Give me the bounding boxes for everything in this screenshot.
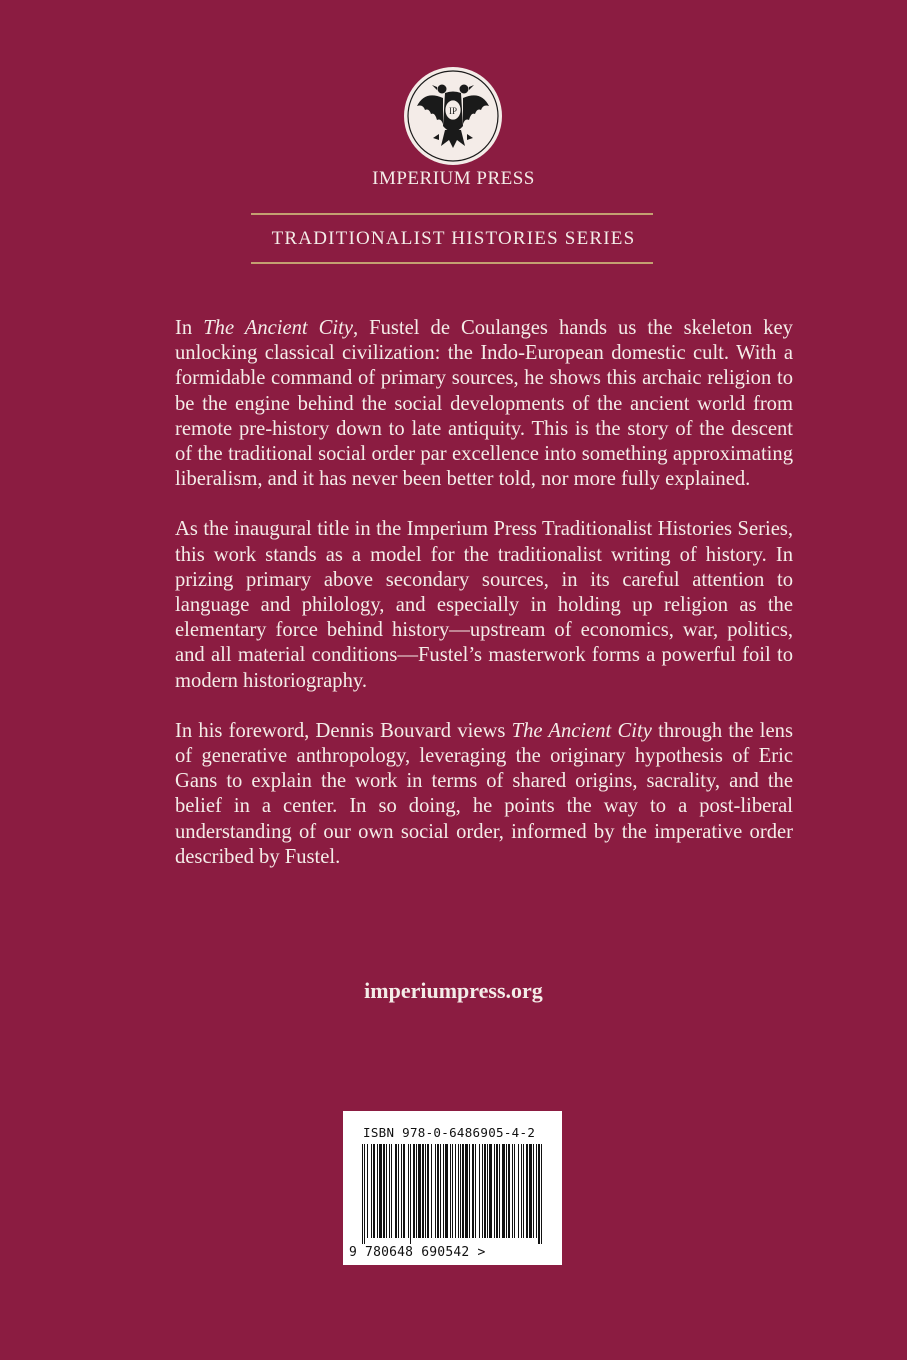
barcode-bar [458,1144,459,1238]
barcode-bar [469,1144,470,1238]
barcode-bar [377,1144,378,1238]
barcode-digits: 9 780648 690542 > [349,1245,486,1260]
barcode-bar [413,1144,415,1238]
barcode-bar [391,1144,392,1238]
barcode-bar [475,1144,476,1238]
barcode-bar [460,1144,461,1238]
barcode-bar [489,1144,492,1238]
publisher-name: IMPERIUM PRESS [372,168,535,189]
blurb-paragraph-1: In The Ancient City, Fustel de Coulanges hands us the skeleton key unlocking classical civilization: the Indo-European domestic cult. With a formidable command of primary sources, he shows this archaic religion to be the engine behind the social developments of the ancient world from remote pre-history down to late antiquity. This is the story of the descent of the traditional social order par excellence into something approximating liberalism, and it has never been better told, nor more fully explained. [175,317,793,491]
logo-monogram: IP [448,106,458,116]
barcode-bar [373,1144,375,1238]
barcode-bar [518,1144,519,1238]
barcode-bar [389,1144,390,1238]
barcode-bar [379,1144,382,1238]
barcode-bar [533,1144,534,1238]
barcode-bar [401,1144,402,1238]
barcode-bar [472,1144,474,1238]
barcode-bar [386,1144,387,1238]
barcode-bar [408,1144,409,1238]
barcode-bar [367,1144,368,1238]
barcode-bar [538,1144,540,1244]
barcode-bar [482,1144,483,1238]
barcode-bar [427,1144,429,1238]
rule-bottom [251,262,653,264]
barcode-bar [494,1144,495,1238]
barcode-bars [362,1144,543,1244]
barcode-bar [502,1144,505,1238]
barcode-bar [526,1144,528,1238]
barcode-bar [443,1144,444,1238]
barcode-bar [395,1144,397,1238]
blurb [175,316,793,895]
barcode-bar [418,1144,421,1238]
barcode-bar [496,1144,498,1238]
barcode-bar [512,1144,513,1238]
barcode-bar [431,1144,432,1238]
barcode-bar [371,1144,372,1238]
barcode-bar [362,1144,363,1244]
barcode-bar [450,1144,451,1238]
website-link[interactable]: imperiumpress.org [364,978,543,1003]
isbn-label: ISBN 978-0-6486905-4-2 [363,1125,536,1140]
barcode-bar [364,1144,365,1244]
barcode-bar [398,1144,399,1238]
isbn-barcode [343,1111,562,1265]
barcode-bar [465,1144,468,1238]
blurb-paragraph-2: As the inaugural title in the Imperium Press Traditionalist Histories Series, this work stands as a model for the traditionalist writing of history. In prizing primary above secondary sources, in its careful attention to language and philology, and especially in holding up religion as the elementary force behind history—upstream of economics, war, politics, and all material conditions—Fustel’s masterwork forms a powerful foil to modern historiography. [175,518,793,692]
barcode-bar [484,1144,486,1238]
imperium-press-logo [403,66,503,166]
blurb-paragraph-3: In his foreword, Dennis Bouvard views The Ancient City through the lens of generative anthropology, leveraging the originary hypothesis of Eric Gans to explain the work in terms of shared origins, sacrality, and the belief in a center. In so doing, he points the way to a post-liberal understanding of our own social order, informed by the imperative order described by Fustel. [175,719,793,868]
barcode-bar [487,1144,488,1238]
barcode-bar [541,1144,542,1244]
barcode-bar [383,1144,385,1238]
barcode-bar [425,1144,426,1238]
barcode-bar [403,1144,405,1238]
barcode-bar [523,1144,524,1238]
barcode-bar [479,1144,480,1238]
barcode-bar [440,1144,441,1238]
barcode-bar [416,1144,417,1238]
barcode-bar [437,1144,439,1238]
series-title: TRADITIONALIST HISTORIES SERIES [271,228,636,249]
barcode-bar [452,1144,453,1238]
barcode-bar [508,1144,510,1238]
barcode-bar [499,1144,500,1238]
barcode-bar [514,1144,515,1238]
barcode-bar [521,1144,522,1238]
barcode-bar [445,1144,448,1238]
barcode-bar [536,1144,537,1238]
barcode-bar [529,1144,532,1238]
barcode-bar [506,1144,507,1238]
rule-top [251,213,653,215]
barcode-bar [422,1144,424,1238]
barcode-bar [455,1144,456,1238]
barcode-bar [435,1144,436,1238]
barcode-bar [410,1144,411,1244]
barcode-bar [462,1144,464,1238]
